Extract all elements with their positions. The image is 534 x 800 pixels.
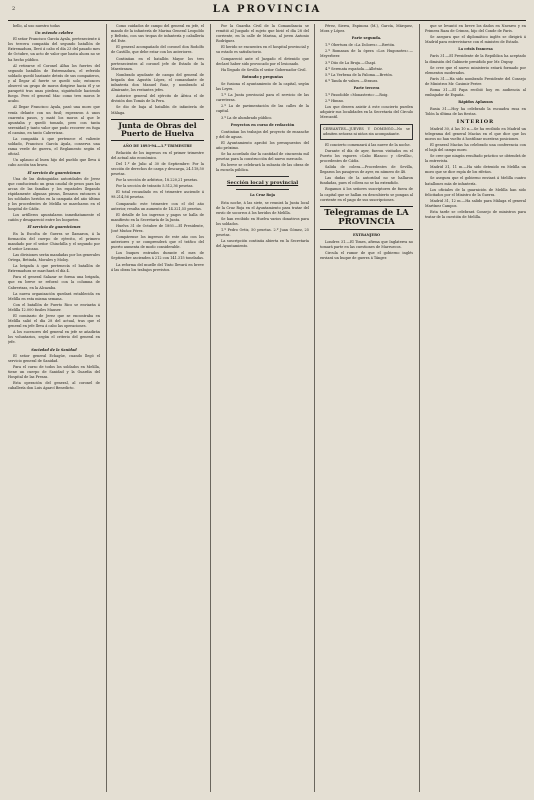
paragraph: Las divisiones serán mandadas por los generales Ortega, Betinda, Morales y Moloy. [8,252,100,263]
paragraph: Los oficiales de la guarnición de Melilla han sido felicitados por el Ministro de la Guerra. [425,187,526,197]
paragraph: El general acompañado del coronel don Rodolfo de Castillo, que debe estar con los anteriores. [111,45,204,55]
section-heading: Parte segunda. [351,36,382,41]
paragraph: El Ayuntamiento aprobó los presupuestos del año próximo. [216,140,309,150]
interior-heading: INTERIOR [456,118,495,125]
paragraph: Huelva 31 de Octubre de 1893.—El Presidente, José Muñoz Pérez. [111,223,204,233]
paragraph: La brigada á que pertenecía el batallón de Extremadura se marchará el día 4. [8,264,100,274]
paragraph: bello, al uso nuestro todas [13,24,60,28]
divider [236,189,289,190]
junta-subheading: AÑO DE 1893-94.—1.º TRIMESTRE [123,143,192,148]
paragraph: Rogamos á los señores suscriptores de fuera de la capital que se hallan en descubierto se pongan al corriente en el pago de sus suscripciones. [320,187,413,202]
local-section-heading: Sección local y provincial [226,180,299,187]
paragraph: El comisario de Jerez que se encontraba en Melilla salió el día 28 del actual, tras que el general en jefe lleva á cabo las operaciones. [8,313,100,329]
paragraph: El concierto comenzará á las nueve de la noche. [325,142,411,147]
section-heading: Parte tercera [353,85,380,90]
paragraph: Roma 31.—El Papa recibió hoy en audiencia al embajador de España. [425,88,526,98]
paragraph: 6.º Tanda de valses.—Strauss. [325,78,379,83]
paragraph: Se han recibido en Huelva varios donativos para los soldados. [216,216,309,226]
column-divider [314,24,315,792]
paragraph: Esta tarde se celebrará Consejo de ministros para tratar de la cuestión de Melilla. [425,210,526,220]
paragraph: Esta operación del general, al coronel de caballería don Luis Aparcí Benedicto. [8,381,100,391]
paragraph: Los artilleros apuntalaron inmediatamente el cañón y desapareció entre los boquetes. [8,213,100,223]
paragraph: Se fusiona el ayuntamiento de la capital, según las Leyes. [216,81,309,92]
newspaper-title: LA PROVINCIA [212,4,322,15]
paragraph: El señor Francisco García Ayala, perteneciente á los tercera compañía del segundo batallón de Extremadura, llevó á cabo el día 23 del pasado mes de Octubre, un acto de valor que basta ahora no se ha hecho público. [8,37,100,62]
paragraph: Compárense los ingresos de este año con los anteriores y se comprenderá que el tráfico del puerto aumenta de modo considerable. [111,235,204,250]
paragraph: Por la sección de arbitrios, 18.220,21 pesetas. [116,178,199,183]
paragraph: Esta noche, á las siete, se reunirá la Junta local de la Cruz Roja en el Ayuntamiento para tratar del envío de socorros á los heridos de Melilla. [216,200,309,215]
paragraph: Por la sección de tránsito 5.512,36 pesetas. [116,184,194,189]
paragraph: Por la Guardia Civil de la Comandancia se remitió al Juzgado el sujeto que hirió el día 28 del corriente, en la calle de Marina, al joven Antonio Rodríguez. [216,24,309,44]
paragraph: 3.º Dúo de La Bruja.—Chapí. [325,60,377,65]
paragraph: Comparado este trimestre con el del año anterior, resulta un aumento de 14.321,55 pesetas. [111,201,204,211]
paragraph: Durante el día de ayer, fueron visitados en el Puerto los vapores «Cabo Blanco» y «Sevilla», procedentes de Cádiz. [320,148,413,163]
paragraph: La compañía á que pertenece el valiente soldado, Francisco García Ayala, conserva una rama verde de guerra, el Reglamento según el oficial. [8,136,100,157]
paragraph: Los buques entrados durante el mes de Septiembre ascienden á 212 con 141.315 toneladas. [111,251,204,261]
paragraph: Para el curso de todos los soldados en Melilla, tiene un cuerpo de Sanidad y la Guardia del Hospital de las Presas. [8,364,100,379]
section-heading: Sociedad de la Sanidad [31,347,77,352]
section-heading: Un ovtendo celebre [34,31,73,36]
paragraph: Madrid 31, 12 m.—Ha salido para Málaga el general Martínez Campos. [425,198,526,208]
paragraph: Continúan los trabajos del proyecto de ensanche y del de aguas. [216,129,309,139]
paragraph: La nueva organización quedará establecida en Melilla en esta misma semana. [8,291,100,301]
junta-heading: Junta de Obras del Puerto de Huelva [111,119,204,141]
paragraph: Al llegar Francisco Ayala, pasó una moro que venía delante con un fusil; esperaron á unos cuarenta pasos, y mató los moros al que le apuntaba y quedó tomado, pero con tanta serenidad y tanto valor que pudo recorrer en fuga el camino, en tanto Cabrerizas. [8,105,100,135]
column-divider [210,24,211,792]
paragraph: El total recaudado en el trimestre asciende á 98.214,56 pesetas. [111,190,204,200]
paragraph: Madrid 30, á las 10 n.—Se ha recibido en Madrid un telegrama del general Macías en el que dice que los moros no han vuelto á hostilizar nuestras posiciones. [425,126,526,141]
divider [236,176,289,177]
masthead [0,4,534,18]
paragraph: Para el general Salazar se forma una brigada, que en breve se reforzó con la columna de Cabrerizas, en la Alcazaba. [8,275,100,290]
paragraph: Los que deseen asistir á este concierto pueden adquirir sus localidades en la Secretaría del Círculo Mercantil. [320,105,413,120]
paragraph: El señor general Echagüe, cuando llegó el servicio general de Sanidad. [8,353,100,363]
paragraph: Una de las distinguidas autoridades de Jerez que conduciendo un gran caudal de pesos para las arcas de las familias y los españoles llegando rápidamente algunas piezas, llenaron entonces á los soldados heridos en la campaña del año último y los procedentes de Melilla se marcharon en el hospital de Cádiz. [8,176,100,212]
paragraph: Continúan en el batallón Mayor los tres pertenecientes al coronel jefe de Estado de la Maestranza. [111,56,204,71]
paragraph: Se asegura que el gobierno enviará á Melilla cuatro batallones más de infantería. [425,176,526,186]
paragraph: En la Escolta de Guerra se llamaron, á la formación del cuerpo de ejército, el primero mandado por el señor Chinchilla y el segundo por el señor Lezcano. [8,231,100,251]
paragraph: Madrid 31, 11 m.—Ha sido detenido en Melilla un moro que se dice espía de los rifeños. [425,165,526,175]
paragraph: Un aplauso al buen hijo del pueblo que lleva á cabo acción tan brava. [8,158,100,168]
paragraph: El detalle de los ingresos y pagos se halla de manifiesto en la Secretaría de la Junta. [111,212,204,222]
paragraph: Ha llegado de Sevilla el señor Gobernador Civil. [221,67,307,72]
paragraph: Nombrado ayudante de campo del general de brigada don Agustín López, el comandante de infantería don Manuel Ruiz, y nombrado al Almirante, los restantes jefes. [111,72,204,93]
paragraph: 1.º La Junta provincial para el servicio de las carreteras. [216,93,309,103]
page-number: 2 [12,6,16,12]
paragraph: Pérez, Sierra, Espinosa (M.), García, Márquez, Mora y López. [320,24,413,34]
paragraph: Con el batallón de Puerto Rico se enviarán á Melilla 12.000 fusiles Mauser. [8,302,100,312]
column-1 [8,24,100,794]
paragraph: 1.º Pasodoble «Monasterio».—Roig. [325,93,389,98]
paragraph: En breve se celebrará la subasta de las obras de la escuela pública. [216,163,309,173]
paragraph: Al retirarse el Coronel Alfau los fuertes del segundo batallón de Extremadura, el referido soldado quedó bastante detrás de sus compañeros, y al llegar al fuerte se quedó solo; entonces observó un grupo de moros dirigirse hacia él y se parapetó tras unas piedras, siguiéndole haciendo fuego. Pero el general Mac como tres moros le acabo. [8,63,100,104]
paragraph: 1.º Obertura de «La Dolores».—Bretón. [325,43,396,48]
paragraph: Como cuidados de campo del general en jefe, el mando de la infantería de Marina General Leopoldo y Beltrán, con sus tropas de infantería y caballería del Este. [111,24,204,44]
paragraph: Las dudas de la autoridad no se hallaron fundadas, pues el cólera no se ha extendido. [320,176,413,186]
section-heading: La crisis francesa [458,47,493,52]
paragraph: 2.º Romanza de la ópera «Los Hugonotes».—Meyerbeer. [320,49,413,59]
column-4 [320,24,413,794]
boxed-notice: CERVANTES—JUEVES Y DOMINGO—No se admiten señoras ni niños sin acompañante. [320,124,413,140]
paragraph: 2.º La de pavimentación de las calles de la capital. [216,104,309,114]
paragraph: Se cree que ningún resultado práctico se obtendrá de la entrevista. [425,154,526,164]
paragraph: 1.º Pedro Ortiz, 50 pesetas. 2.º Juan Gómez, 25 pesetas. [216,228,309,238]
section-heading: Rotundo y preguntas [241,74,284,79]
column-3 [216,24,309,794]
paragraph: El general Macías ha celebrado una conferencia con el bajá del campo moro. [425,142,526,152]
section-heading: Proyectos en curso de redacción [230,122,295,127]
paragraph: Rusia 31.—Hoy ha celebrado la escuadra rusa en Tolón la última de las fiestas. [425,107,526,117]
paragraph: que se levantó en breve los dados en Navarro y en Primera Raza de Crimea, hijo del Conde de Paris. [425,24,526,34]
paragraph: Se dio de baja al batallón de infantería de Málaga. [111,105,204,115]
telegrams-subheading: EXTRANJERO [352,232,381,237]
column-divider [106,24,107,792]
masthead-rule [8,20,526,21]
paragraph: 3.º La de alumbrado público. [221,115,273,120]
paragraph: El herido se encuentra en el hospital provincial y su estado es satisfactorio. [216,45,309,55]
paragraph: Se ha acordado dar la cantidad de cincuenta mil pesetas para la construcción del nuevo mercado. [216,152,309,162]
column-2 [111,24,204,794]
paragraph: Autorice general del ejército de África el de división don Tomás de la Pera. [111,94,204,104]
paragraph: 2.º Himno. [325,99,345,104]
paragraph: 5.º La Verbena de la Paloma.—Bretón. [325,72,393,77]
paragraph: Se cree que el nuevo ministerio estará formado por elementos moderados. [425,65,526,75]
paragraph: París 31.—Ha sido nombrado Presidente del Consejo de Ministros Mr. Casimir Perier. [425,76,526,86]
paragraph: Salida de colera.—Procedentes de Sevilla, llegaron los pasajeros de ayer, en número de 48. [320,165,413,175]
paragraph: 4.º Serenata española.—Albéniz. [325,66,383,71]
paragraph: Del 1.º de Julio al 30 de Septiembre: Por la sección de derechos de carga y descarga, 24.118,50 pesetas. [111,161,204,177]
paragraph: París 31.—El Presidente de la República ha aceptado la dimisión del Gabinete presidido por Mr. Dupuy. [425,54,526,64]
section-heading: El servicio de guarniciones [27,225,81,230]
telegrams-heading: Telegramas de LA PROVINCIA [320,206,413,230]
column-divider [419,24,420,792]
section-heading: El servicio de guarniciones [27,170,81,175]
section-heading: La Cruz Roja [249,193,276,198]
column-5 [425,24,526,794]
paragraph: La reforma del muelle del Tinto llevará en breve á las obras los trabajos previstos. [111,262,204,272]
section-heading: Rápidos Aplausos [458,100,493,105]
paragraph: Relación de los ingresos en el primer trimestre del actual año económico. [111,150,204,160]
paragraph: La suscripción continúa abierta en la Secretaría del Ayuntamiento. [216,239,309,249]
paragraph: Londres 31.—El Times, afirma que Inglaterra no tomará parte en las cuestiones de Marruecos. [320,239,413,249]
paragraph: Compareció ante el Juzgado el detenido que declaró haber sido provocado por el lesionado. [216,56,309,66]
paragraph: A los sucesores del general en jefe se añadirán los voluntarios, según el criterio del general en jefe. [8,330,100,345]
paragraph: Circula el rumor de que el gobierno inglés enviará un buque de guerra á Tánger. [320,251,413,261]
paragraph: Se asegura que el diplomático inglés se dirigirá á Madrid para entrevistarse con el ministro de Estado. [425,35,526,45]
